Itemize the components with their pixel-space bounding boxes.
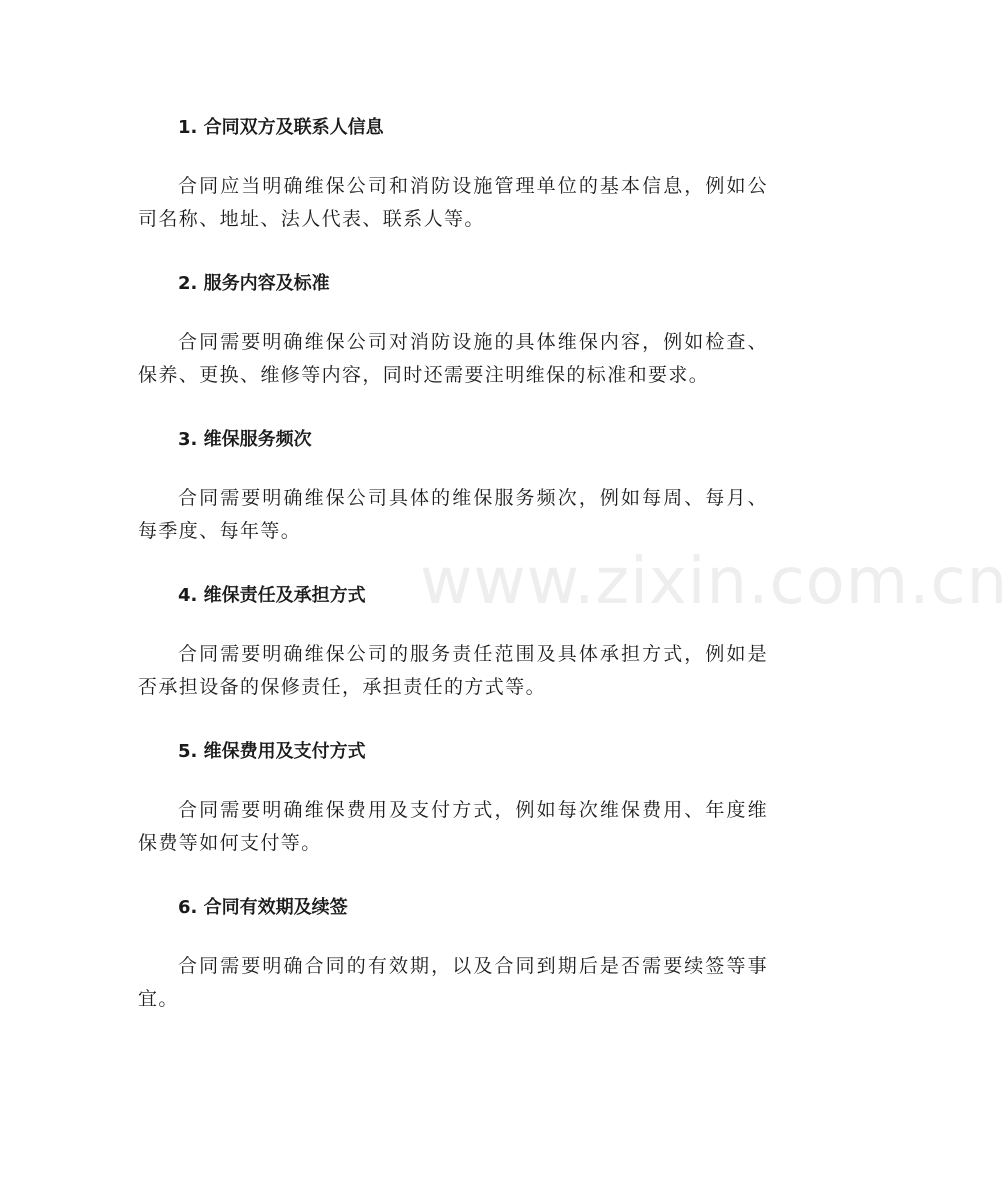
section-paragraph: 合同需要明确合同的有效期，以及合同到期后是否需要续签等事宜。 [138,955,768,1010]
section-responsibility [138,578,768,734]
section-paragraph: 合同需要明确维保公司对消防设施的具体维保内容，例如检查、保养、更换、维修等内容，同时还需要注明维保的标准和要求。 [138,331,768,386]
section-heading: 1. 合同双方及联系人信息 [178,117,384,138]
section-fees-payment [138,734,768,890]
section-heading: 6. 合同有效期及续签 [178,897,348,918]
section-paragraph: 合同需要明确维保费用及支付方式，例如每次维保费用、年度维保费等如何支付等。 [138,799,768,854]
section-paragraph: 合同需要明确维保公司具体的维保服务频次，例如每周、每月、每季度、每年等。 [138,487,768,542]
section-validity-renewal [138,890,768,1046]
section-heading: 2. 服务内容及标准 [178,273,330,294]
document-body [138,110,768,1046]
section-heading: 4. 维保责任及承担方式 [178,585,366,606]
section-heading: 3. 维保服务频次 [178,429,312,450]
section-contract-parties [138,110,768,266]
section-heading: 5. 维保费用及支付方式 [178,741,366,762]
section-service-content [138,266,768,422]
watermark: www.zixin.com.cn [420,545,1008,619]
section-paragraph: 合同需要明确维保公司的服务责任范围及具体承担方式，例如是否承担设备的保修责任，承担责任的方式等。 [138,643,768,698]
section-service-frequency [138,422,768,578]
section-paragraph: 合同应当明确维保公司和消防设施管理单位的基本信息，例如公司名称、地址、法人代表、联系人等。 [138,175,768,230]
